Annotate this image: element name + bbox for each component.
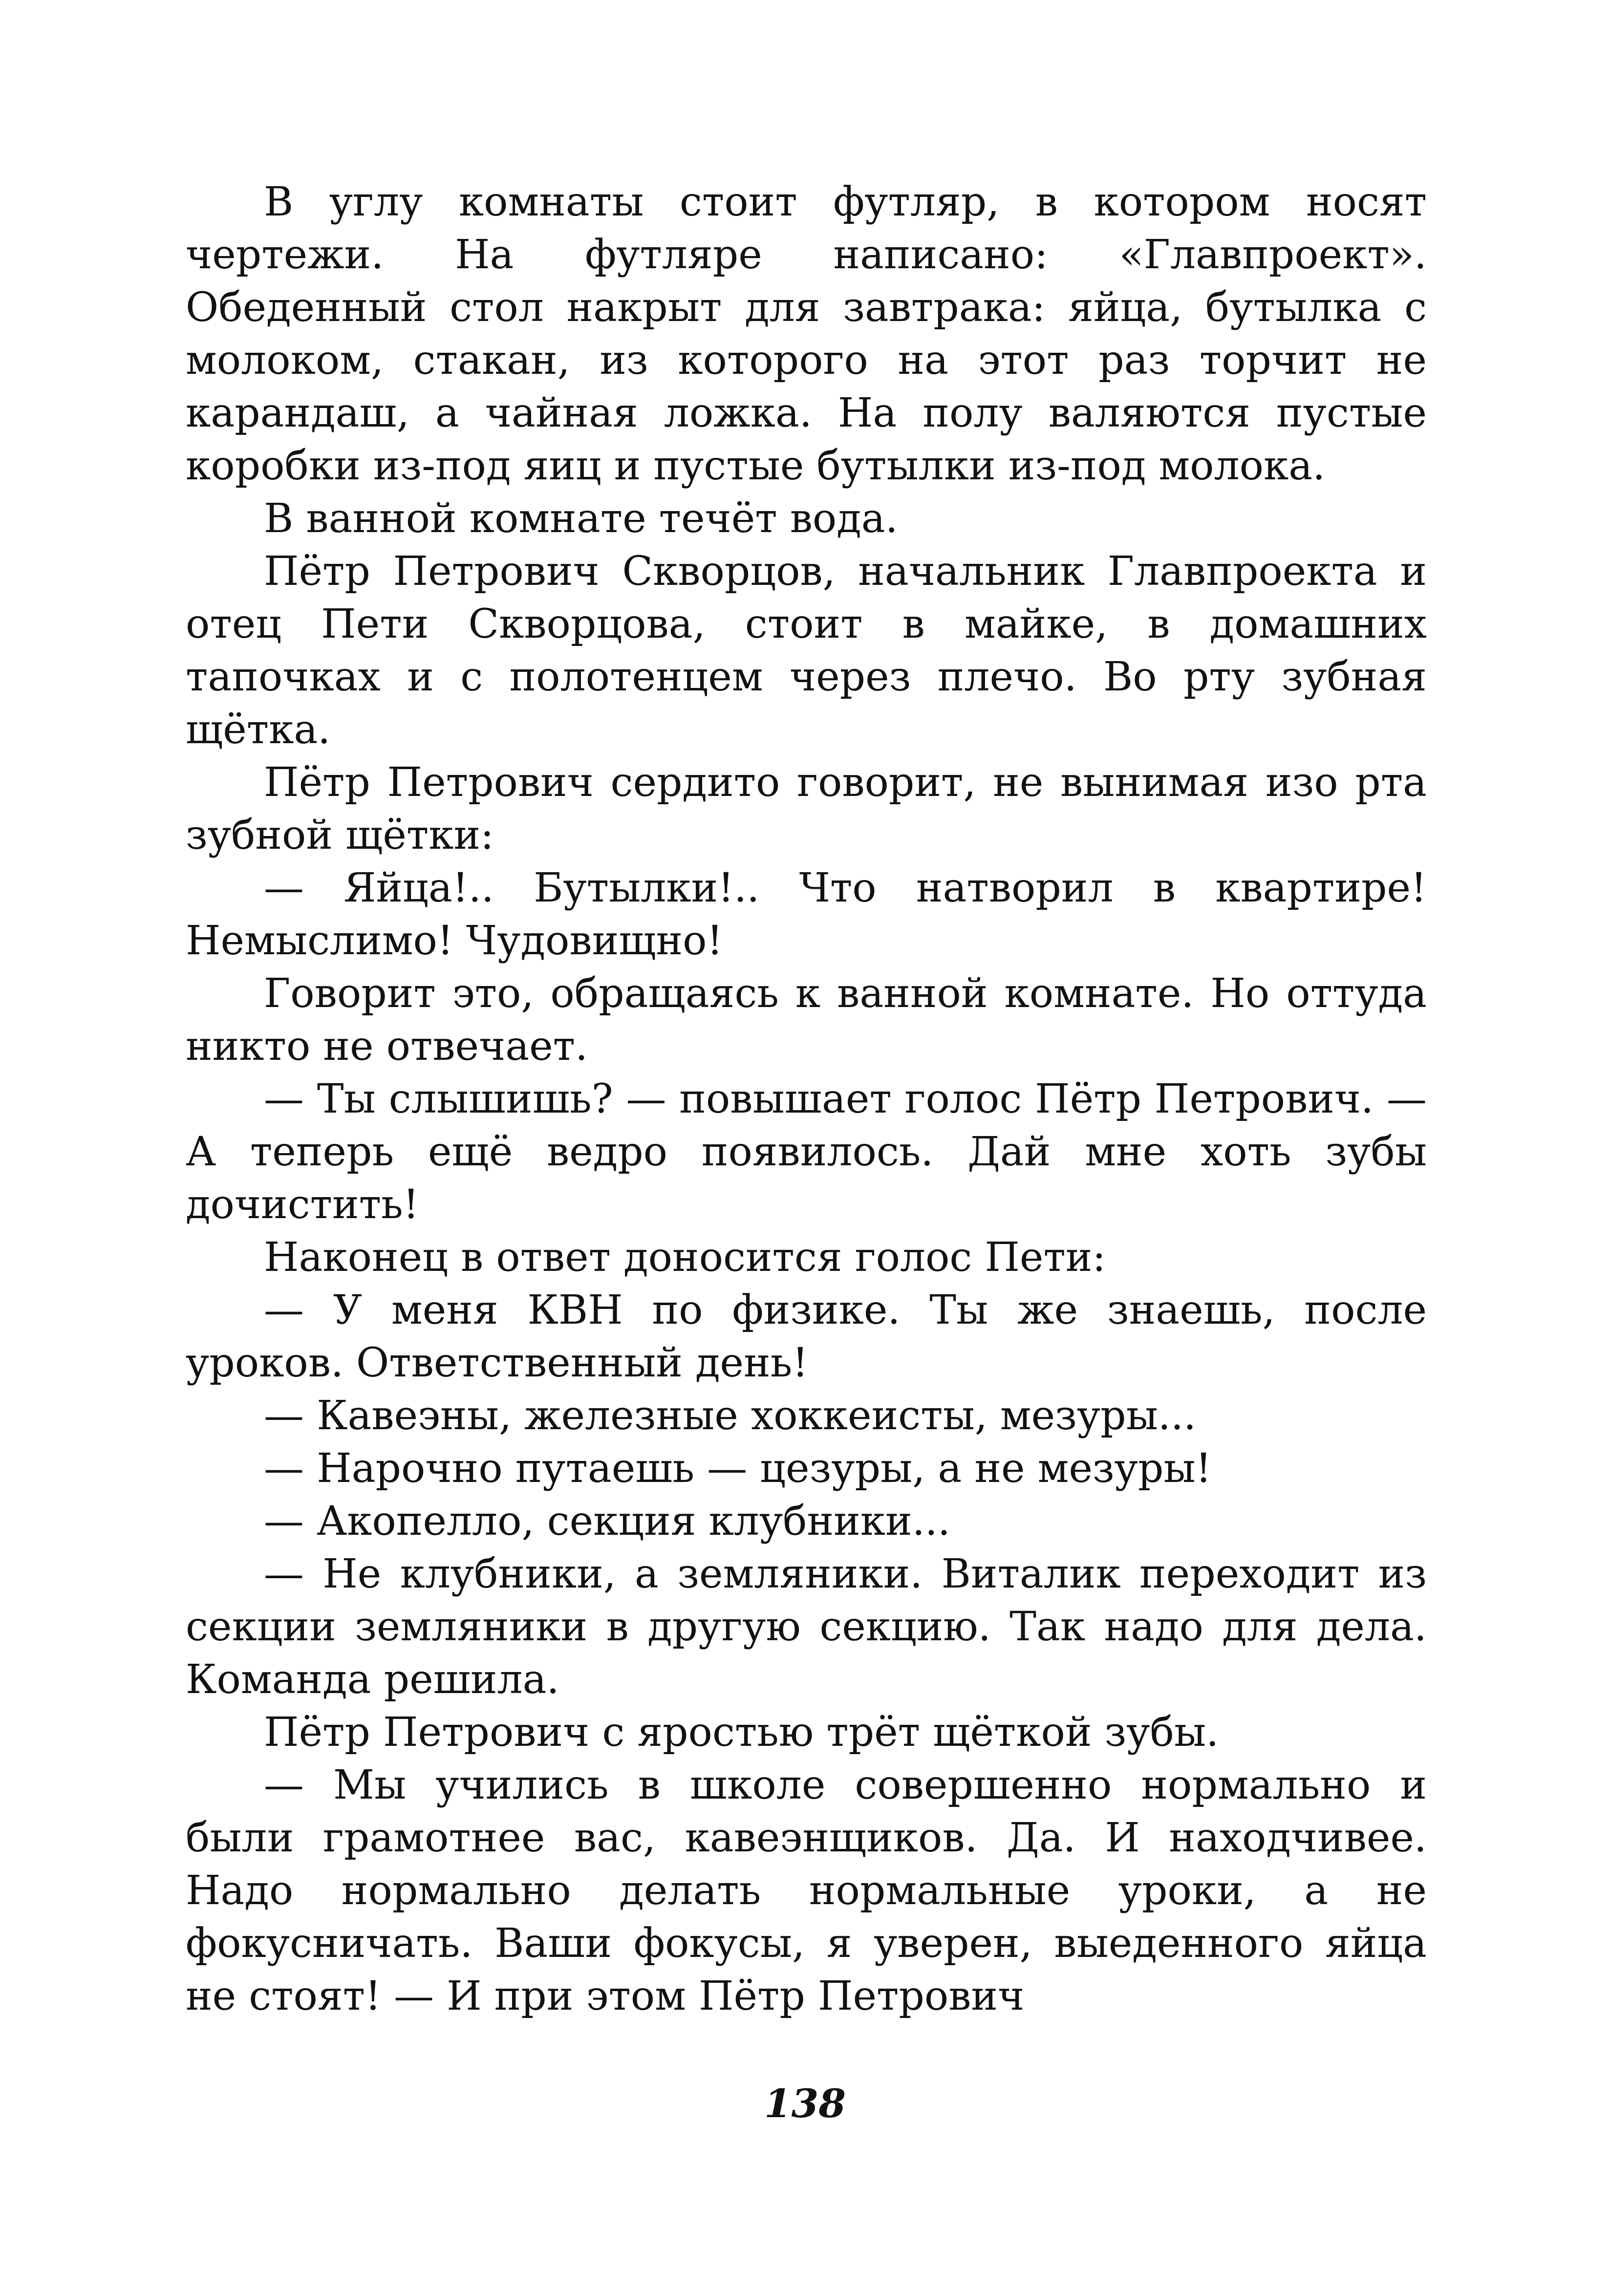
paragraph-room-description: В углу комнаты стоит футляр, в котором носят чертежи. На футляре написано: «Главпроект». Обеденный стол накрыт для завтрака: яйца, бутылка с молоком, стакан, из которого на этот раз торчит не карандаш, а чайная ложка. На полу валяются пустые коробки из-под яиц и пустые бутылки из-под молока. — [186, 179, 1427, 489]
dialogue-line: — У меня КВН по физике. Ты же знаешь, после уроков. Ответственный день! — [186, 1287, 1427, 1386]
dialogue-line: — Мы учились в школе совершенно нормально и были грамотнее вас, кавеэнщиков. Да. И находчивее. Надо нормально делать нормальные уроки, а не фокусничать. Ваши фокусы, я уверен, выеденного яйца не стоят! — И при этом Пётр Петрович — [186, 1762, 1427, 2019]
dialogue-line: — Яйца!.. Бутылки!.. Что натворил в квартире! Немыслимо! Чудовищно! — [186, 865, 1427, 964]
dialogue-line: — Кавеэны, железные хоккеисты, мезуры... — [264, 1393, 1197, 1439]
paragraph-petya-answers: Наконец в ответ доносится голос Пети: — [264, 1234, 1106, 1281]
paragraph-speaks-angrily: Пётр Петрович сердито говорит, не вынимая изо рта зубной щётки: — [186, 759, 1427, 858]
paragraph-petr-petrovich-intro: Пётр Петрович Скворцов, начальник Главпроекта и отец Пети Скворцова, стоит в майке, в домашних тапочках и с полотенцем через плечо. Во рту зубная щётка. — [186, 548, 1427, 753]
book-page-text — [186, 176, 1427, 2228]
dialogue-line: — Не клубники, а земляники. Виталик переходит из секции земляники в другую секцию. Так надо для дела. Команда решила. — [186, 1551, 1427, 1703]
dialogue-line: — Нарочно путаешь — цезуры, а не мезуры! — [264, 1445, 1212, 1492]
paragraph-no-answer: Говорит это, обращаясь к ванной комнате. Но оттуда никто не отвечает. — [186, 970, 1427, 1070]
page-number: 138 — [764, 2081, 846, 2126]
dialogue-line: — Ты слышишь? — повышает голос Пётр Петрович. — А теперь ещё ведро появилось. Дай мне хоть зубы дочистить! — [186, 1076, 1427, 1228]
dialogue-line: — Акопелло, секция клубники... — [264, 1498, 950, 1545]
paragraph-brushes-teeth: Пётр Петрович с яростью трёт щёткой зубы. — [264, 1709, 1219, 1756]
paragraph-bathroom-water: В ванной комнате течёт вода. — [264, 495, 898, 542]
